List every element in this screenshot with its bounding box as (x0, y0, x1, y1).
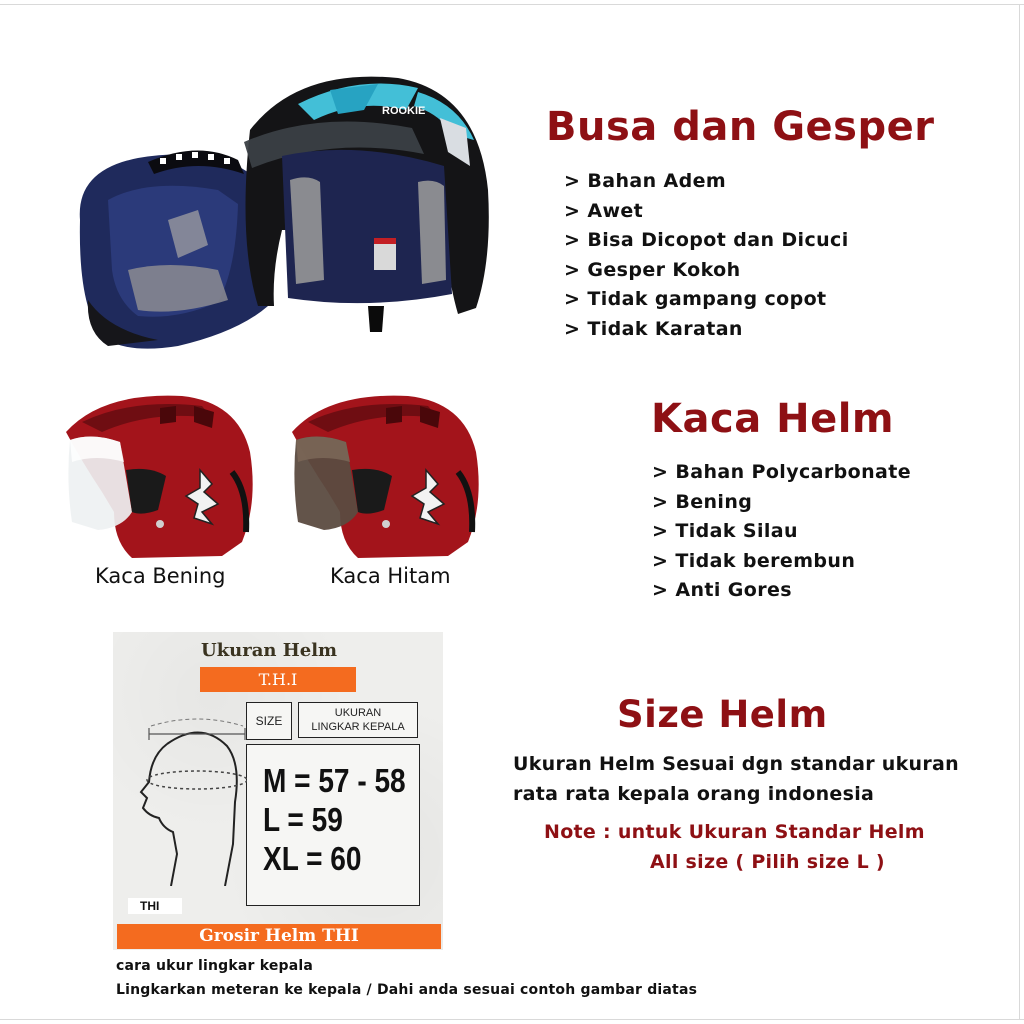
busa-feature-item: > Tidak gampang copot (564, 288, 827, 311)
busa-heading: Busa dan Gesper (546, 104, 935, 150)
measure-instruction-title: cara ukur lingkar kepala (116, 958, 314, 974)
helmet-dark-visor-image (288, 392, 484, 560)
size-desc-line2: rata rata kepala orang indonesia (513, 783, 875, 805)
caption-kaca-hitam: Kaca Hitam (330, 564, 451, 588)
brand-code-text: T.H.I (258, 670, 298, 689)
kaca-feature-item: > Bening (652, 490, 753, 513)
helmet-clear-visor-image (62, 392, 258, 560)
kaca-feature-item: > Tidak Silau (652, 520, 798, 543)
size-row-xl: XL = 60 (263, 840, 362, 877)
ukuran-header-line1: UKURAN (334, 707, 382, 719)
kaca-feature-item: > Bahan Polycarbonate (652, 461, 912, 483)
size-heading: Size Helm (617, 693, 828, 736)
kaca-feature-item: > Anti Gores (652, 579, 792, 602)
ukuran-header-line2: LINGKAR KEPALA (311, 721, 405, 733)
grosir-footer-bar: Grosir Helm THI (117, 924, 441, 949)
ukuran-column-header (298, 702, 418, 738)
kaca-feature-list (652, 458, 911, 606)
busa-feature-item: > Gesper Kokoh (564, 258, 741, 281)
helmet-liner-image (68, 70, 498, 360)
helmet-brand-text: ROOKIE (382, 105, 426, 117)
busa-feature-list (564, 167, 849, 345)
top-border (0, 4, 1024, 5)
size-chart-title: Ukuran Helm (201, 640, 338, 661)
kaca-feature-item: > Tidak berembun (652, 549, 856, 572)
size-note-line1: Note : untuk Ukuran Standar Helm (544, 821, 925, 843)
caption-kaca-bening: Kaca Bening (95, 564, 226, 588)
head-measure-illustration (123, 716, 247, 886)
busa-feature-item: > Tidak Karatan (564, 317, 743, 340)
size-row-l: L = 59 (263, 801, 343, 838)
thi-mini-label: THI (128, 898, 182, 914)
size-column-header: SIZE (246, 702, 292, 740)
busa-feature-item: > Bahan Adem (564, 170, 727, 192)
busa-feature-item: > Awet (564, 199, 644, 222)
size-row-m: M = 57 - 58 (263, 762, 406, 799)
size-note-line2: All size ( Pilih size L ) (650, 851, 885, 873)
kaca-heading: Kaca Helm (651, 396, 895, 442)
busa-feature-item: > Bisa Dicopot dan Dicuci (564, 229, 849, 252)
size-desc-line1: Ukuran Helm Sesuai dgn standar ukuran (513, 753, 959, 775)
measure-instruction-text: Lingkarkan meteran ke kepala / Dahi anda sesuai contoh gambar diatas (116, 982, 698, 998)
bottom-border (0, 1019, 1024, 1020)
right-border (1019, 4, 1020, 1020)
